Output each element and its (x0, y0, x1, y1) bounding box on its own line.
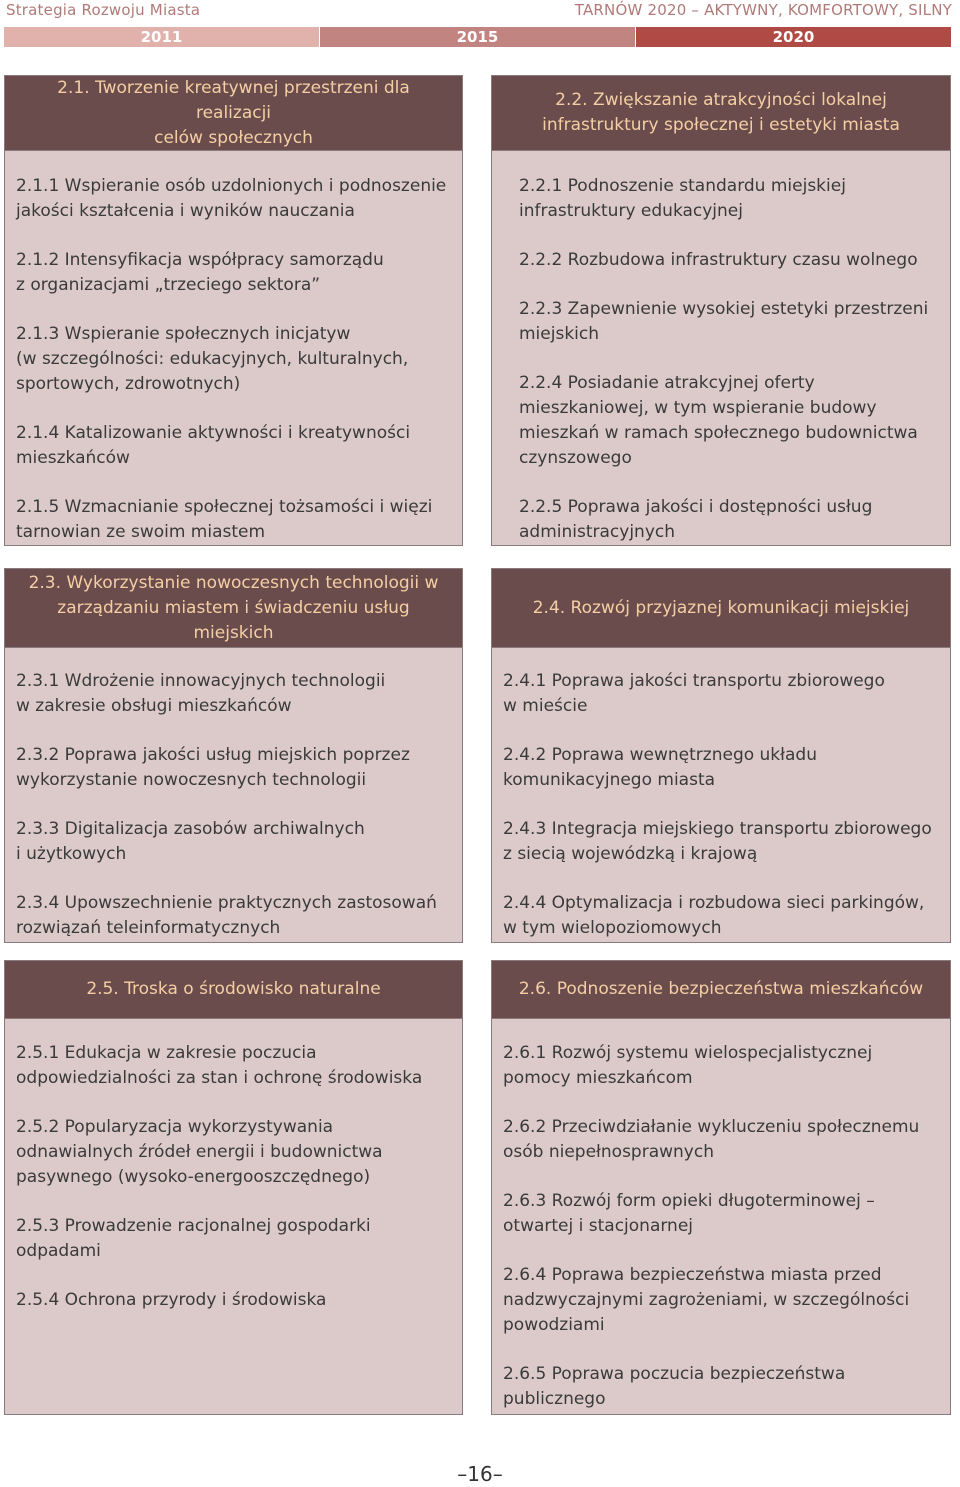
list-item: 2.5.1 Edukacja w zakresie poczucia odpowiedzialności za stan i ochronę środowiska (16, 1043, 423, 1088)
heading-line: celów społecznych (154, 127, 313, 148)
list-item: 2.2.2 Rozbudowa infrastruktury czasu wolnego (519, 250, 918, 270)
section-heading-2-6 (491, 960, 951, 1019)
list-item: 2.3.1 Wdrożenie innowacyjnych technologii w zakresie obsługi mieszkańców (16, 671, 386, 716)
list-item: 2.6.5 Poprawa poczucia bezpieczeństwa publicznego (503, 1364, 846, 1409)
heading-line: zarządzaniu miastem i świadczeniu usług miejskich (57, 597, 410, 643)
timeline-bar (4, 27, 951, 47)
list-item: 2.5.4 Ochrona przyrody i środowiska (16, 1290, 327, 1310)
section-heading-2-2 (491, 75, 951, 151)
heading-line: 2.3. Wykorzystanie nowoczesnych technologii w (28, 572, 439, 593)
heading-line: 2.6. Podnoszenie bezpieczeństwa mieszkańców (518, 979, 924, 999)
list-item: 2.5.2 Popularyzacja wykorzystywania odnawialnych źródeł energii i budownictwa pasywnego (wysoko-energooszczędnego) (16, 1117, 383, 1187)
section-items-2-1 (4, 150, 463, 546)
list-item: 2.4.2 Poprawa wewnętrznego układu komunikacyjnego miasta (503, 745, 817, 790)
list-item: 2.2.1 Podnoszenie standardu miejskiej infrastruktury edukacyjnej (519, 176, 846, 221)
page-number: –16– (457, 1462, 503, 1486)
list-item: 2.1.2 Intensyfikacja współpracy samorządu z organizacjami „trzeciego sektora” (16, 250, 384, 295)
section-items-2-3 (4, 647, 463, 943)
list-item: 2.6.1 Rozwój systemu wielospecjalistycznej pomocy mieszkańcom (503, 1043, 873, 1088)
heading-line: 2.4. Rozwój przyjaznej komunikacji miejskiej (532, 597, 910, 618)
list-item: 2.3.3 Digitalizacja zasobów archiwalnych i użytkowych (16, 819, 365, 864)
section-items-2-4 (491, 647, 951, 943)
list-item: 2.2.3 Zapewnienie wysokiej estetyki przestrzeni miejskich (519, 299, 929, 344)
list-item: 2.1.1 Wspieranie osób uzdolnionych i podnoszenie jakości kształcenia i wyników nauczania (16, 176, 447, 221)
section-items-2-6 (491, 1018, 951, 1415)
header-strategy-slogan: TARNÓW 2020 – AKTYWNY, KOMFORTOWY, SILNY (574, 1, 952, 19)
list-item: 2.6.3 Rozwój form opieki długoterminowej – otwartej i stacjonarnej (503, 1191, 875, 1236)
list-item: 2.4.3 Integracja miejskiego transportu zbiorowego z siecią wojewódzką i krajową (503, 819, 932, 864)
timeline-year: 2015 (319, 27, 635, 47)
list-item: 2.2.4 Posiadanie atrakcyjnej oferty mieszkaniowej, w tym wspieranie budowy mieszkań w ramach społecznego budownictwa czynszowego (519, 373, 918, 468)
list-item: 2.1.4 Katalizowanie aktywności i kreatywności mieszkańców (16, 423, 411, 468)
heading-line: 2.1. Tworzenie kreatywnej przestrzeni dla realizacji (57, 77, 410, 123)
list-item: 2.4.1 Poprawa jakości transportu zbiorowego w mieście (503, 671, 885, 716)
heading-line: 2.2. Zwiększanie atrakcyjności lokalnej (555, 90, 887, 110)
heading-line: infrastruktury społecznej i estetyki miasta (542, 115, 900, 135)
list-item: 2.6.4 Poprawa bezpieczeństwa miasta przed nadzwyczajnymi zagrożeniami, w szczególności powodziami (503, 1265, 910, 1335)
section-heading-2-5 (4, 960, 463, 1019)
list-item: 2.5.3 Prowadzenie racjonalnej gospodarki odpadami (16, 1216, 371, 1261)
section-heading-2-1 (4, 75, 463, 151)
list-item: 2.1.3 Wspieranie społecznych inicjatyw (w szczególności: edukacyjnych, kulturalnych, sportowych, zdrowotnych) (16, 324, 409, 394)
list-item: 2.1.5 Wzmacnianie społecznej tożsamości i więzi tarnowian ze swoim miastem (16, 497, 433, 542)
section-items-2-2 (491, 150, 951, 546)
list-item: 2.3.2 Poprawa jakości usług miejskich poprzez wykorzystanie nowoczesnych technologii (16, 745, 410, 790)
list-item: 2.3.4 Upowszechnienie praktycznych zastosowań rozwiązań teleinformatycznych (16, 893, 437, 938)
list-item: 2.6.2 Przeciwdziałanie wykluczeniu społecznemu osób niepełnosprawnych (503, 1117, 920, 1162)
section-heading-2-3 (4, 568, 463, 648)
section-heading-2-4 (491, 568, 951, 648)
timeline-year: 2020 (635, 27, 951, 47)
header-document-title: Strategia Rozwoju Miasta (6, 1, 201, 19)
section-items-2-5 (4, 1018, 463, 1415)
list-item: 2.2.5 Poprawa jakości i dostępności usług administracyjnych (519, 497, 873, 542)
timeline-year: 2011 (4, 27, 319, 47)
heading-line: 2.5. Troska o środowisko naturalne (86, 979, 381, 999)
list-item: 2.4.4 Optymalizacja i rozbudowa sieci parkingów, w tym wielopoziomowych (503, 893, 925, 938)
